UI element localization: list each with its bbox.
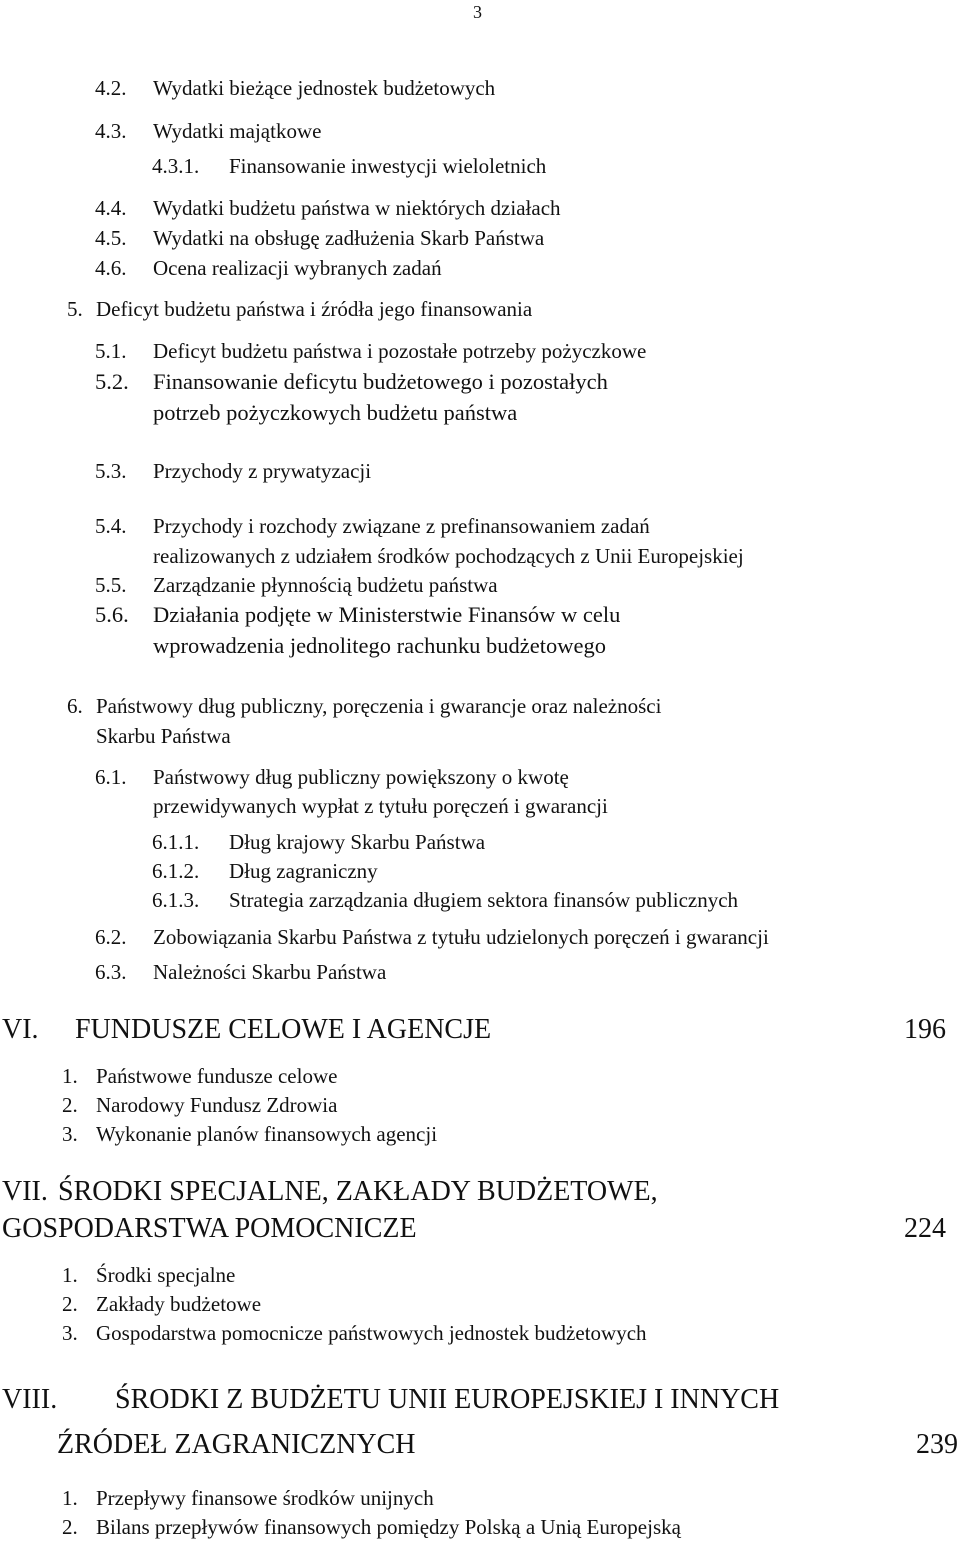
section-title: ŚRODKI Z BUDŻETU UNII EUROPEJSKIEJ I INNYCH	[115, 1384, 780, 1415]
entry-number: 2.	[62, 1292, 78, 1316]
entry-number: 5.4.	[95, 514, 127, 538]
entry-title: Przychody z prywatyzacji	[153, 459, 372, 483]
entry-title: Państwowe fundusze celowe	[96, 1064, 338, 1088]
entry-title: Wydatki budżetu państwa w niektórych działach	[153, 196, 561, 220]
entry-number: 2.	[62, 1093, 78, 1117]
section-number: VIII.	[2, 1384, 58, 1415]
section-heading-continued: ŹRÓDEŁ ZAGRANICZNYCH	[57, 1429, 416, 1460]
entry-title: Przychody i rozchody związane z prefinansowaniem zadań	[153, 514, 650, 538]
entry-number: 5.	[67, 297, 83, 321]
entry-title-continued: potrzeb pożyczkowych budżetu państwa	[153, 400, 518, 425]
section-number: VII.	[2, 1176, 48, 1207]
section-heading	[2, 1013, 492, 1047]
entry-number: 1.	[62, 1263, 78, 1287]
section-page-number: 224	[904, 1213, 946, 1244]
entry-number: 4.3.1.	[152, 154, 200, 178]
section-heading	[2, 1175, 658, 1209]
entry-number: 5.3.	[95, 459, 127, 483]
entry-number: 6.3.	[95, 960, 127, 984]
entry-title: Zakłady budżetowe	[96, 1292, 262, 1316]
entry-title-continued: realizowanych z udziałem środków pochodzących z Unii Europejskiej	[153, 544, 744, 568]
entry-number: 3.	[62, 1122, 78, 1146]
entry-title-continued: wprowadzenia jednolitego rachunku budżetowego	[153, 633, 606, 658]
entry-title: Finansowanie inwestycji wieloletnich	[229, 154, 547, 178]
page-number: 3	[473, 2, 482, 22]
entry-number: 5.6.	[95, 602, 129, 627]
section-title: ŚRODKI SPECJALNE, ZAKŁADY BUDŻETOWE,	[58, 1176, 658, 1207]
entry-title: Działania podjęte w Ministerstwie Finansów w celu	[153, 602, 621, 627]
entry-number: 6.1.1.	[152, 830, 200, 854]
entry-title: Należności Skarbu Państwa	[153, 960, 387, 984]
entry-title: Narodowy Fundusz Zdrowia	[96, 1093, 338, 1117]
entry-number: 6.1.	[95, 765, 127, 789]
entry-title: Deficyt budżetu państwa i pozostałe potrzeby pożyczkowe	[153, 339, 647, 363]
entry-number: 3.	[62, 1321, 78, 1345]
section-heading	[2, 1383, 780, 1417]
section-page-number: 196	[904, 1014, 946, 1045]
entry-title: Państwowy dług publiczny powiększony o kwotę	[153, 765, 569, 789]
entry-title: Wydatki na obsługę zadłużenia Skarb Państwa	[153, 226, 545, 250]
section-heading-continued: GOSPODARSTWA POMOCNICZE	[2, 1213, 417, 1244]
entry-number: 4.3.	[95, 119, 127, 143]
entry-title: Deficyt budżetu państwa i źródła jego finansowania	[96, 297, 533, 321]
entry-number: 4.2.	[95, 76, 127, 100]
section-title: FUNDUSZE CELOWE I AGENCJE	[75, 1014, 492, 1045]
entry-title: Strategia zarządzania długiem sektora finansów publicznych	[229, 888, 739, 912]
entry-title-continued: Skarbu Państwa	[96, 724, 231, 748]
entry-number: 4.5.	[95, 226, 127, 250]
entry-number: 6.1.2.	[152, 859, 200, 883]
entry-number: 4.6.	[95, 256, 127, 280]
entry-title: Wykonanie planów finansowych agencji	[96, 1122, 438, 1146]
entry-number: 1.	[62, 1486, 78, 1510]
entry-title: Wydatki bieżące jednostek budżetowych	[153, 76, 496, 100]
entry-title: Zarządzanie płynnością budżetu państwa	[153, 573, 498, 597]
entry-number: 1.	[62, 1064, 78, 1088]
section-page-number: 239	[916, 1429, 958, 1460]
entry-title: Gospodarstwa pomocnicze państwowych jednostek budżetowych	[96, 1321, 647, 1345]
entry-number: 4.4.	[95, 196, 127, 220]
entry-title: Finansowanie deficytu budżetowego i pozostałych	[153, 369, 608, 394]
entry-number: 6.1.3.	[152, 888, 200, 912]
entry-title: Bilans przepływów finansowych pomiędzy Polską a Unią Europejską	[96, 1515, 681, 1539]
entry-title-continued: przewidywanych wypłat z tytułu poręczeń i gwarancji	[153, 794, 608, 818]
entry-title: Środki specjalne	[96, 1263, 236, 1287]
entry-title: Wydatki majątkowe	[153, 119, 322, 143]
entry-title: Państwowy dług publiczny, poręczenia i gwarancje oraz należności	[96, 694, 662, 718]
entry-title: Dług zagraniczny	[229, 859, 378, 883]
entry-title: Zobowiązania Skarbu Państwa z tytułu udzielonych poręczeń i gwarancji	[153, 925, 769, 949]
entry-number: 5.1.	[95, 339, 127, 363]
entry-title: Dług krajowy Skarbu Państwa	[229, 830, 486, 854]
entry-number: 5.2.	[95, 369, 129, 394]
entry-title: Przepływy finansowe środków unijnych	[96, 1486, 434, 1510]
entry-number: 5.5.	[95, 573, 127, 597]
entry-number: 6.2.	[95, 925, 127, 949]
section-number: VI.	[2, 1014, 39, 1045]
entry-number: 2.	[62, 1515, 78, 1539]
entry-number: 6.	[67, 694, 83, 718]
entry-title: Ocena realizacji wybranych zadań	[153, 256, 442, 280]
